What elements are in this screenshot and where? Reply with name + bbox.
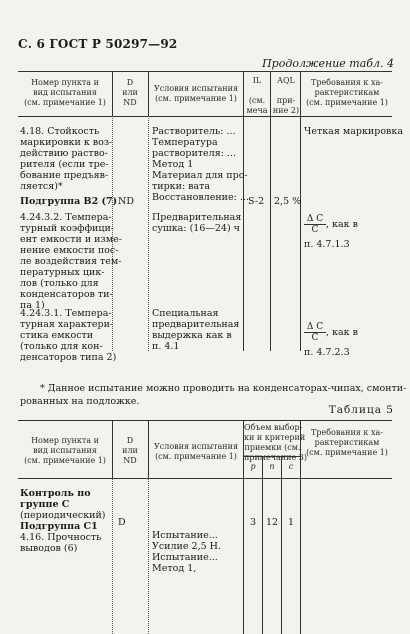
table5-header-sample: Объем выбор- ки и критерий приемки (см. примечание 3) <box>244 423 307 462</box>
table4-header-test: Номер пункта и вид испытания (см. примечание 1) <box>24 78 106 107</box>
table4-header-conditions: Условия испытания (см. примечание 1) <box>153 84 238 103</box>
delta-c-fraction: $\frac{\text{Δ C}}{C}$ <box>304 322 326 343</box>
table4-col-divider <box>112 71 113 116</box>
table4-header-il: IL (см. меча <box>246 76 268 115</box>
table4-row-4-18-conditions: Растворитель: ... Температура растворителя: ... Метод 1 Материал для про- тирки: вата Восстановление: ... <box>152 126 249 203</box>
table4-header-d-nd: D или ND <box>122 78 138 107</box>
delta-c-fraction: $\frac{\text{Δ C}}{C}$ <box>304 214 326 235</box>
table5-row-c: 1 <box>287 517 295 528</box>
table5-col-divider <box>262 456 263 634</box>
table5-row-n: 12 <box>265 517 279 528</box>
table4-col-divider <box>270 71 271 351</box>
table5-row-conditions: Испытание... Усилие 2,5 Н. Испытание... Метод 1, <box>152 530 221 574</box>
table4-row-4-24-3-1-requirement: $\frac{\text{Δ C}}{C}$ , как в п. 4.7.2.3 <box>304 322 358 358</box>
table5-header-test: Номер пункта и вид испытания (см. примечание 1) <box>24 436 106 465</box>
table4-row-4-24-3-2-conditions: Предварительная сушка: (16—24) ч <box>152 212 242 234</box>
table4-col-divider <box>243 71 244 351</box>
table5-header-p: p <box>250 462 256 471</box>
table5-header-d-nd: D или ND <box>122 436 138 465</box>
table4-row-4-18-requirement: Четкая маркировка <box>304 126 403 137</box>
table4-header-requirements: Требования к ха- рактеристикам (см. примечание 1) <box>306 78 388 107</box>
table5-dotted-divider <box>148 478 149 634</box>
footnote-line-1: * Данное испытание можно проводить на конденсаторах-чипах, смонти- <box>40 383 407 394</box>
table4-subgroup-b2: Подгруппа В2 (7) <box>20 196 118 207</box>
table4-top-rule <box>18 71 392 72</box>
table4-row-4-18-test: 4.18. Стойкость маркировки к воз- действию раство- рителя (если тре- бование предъяв- ляется)* <box>20 126 113 192</box>
table4-subgroup-b2-il: S-2 <box>248 196 265 207</box>
table5-col-divider <box>148 420 149 478</box>
table4-col-divider <box>300 71 301 351</box>
table5-row-d-nd: D <box>118 517 126 528</box>
table5-header-c: c <box>288 462 294 471</box>
table5-row-group-c: Контроль по группе С (периодический) Подгруппа С1 4.16. Прочность выводов (6) <box>20 488 106 554</box>
table5-col-divider <box>281 456 282 634</box>
table4-subgroup-b2-aql: 2,5 % <box>274 196 302 207</box>
table-continuation-label: Продолжение табл. 4 <box>262 57 394 70</box>
table4-dotted-divider <box>148 116 149 351</box>
table5-row-p: 3 <box>249 517 257 528</box>
table5-header-n: n <box>269 462 275 471</box>
table4-header-aql: AQL при- ние 2) <box>272 76 300 115</box>
page-header: С. 6 ГОСТ Р 50297—92 <box>18 37 178 51</box>
table4-row-4-24-3-1-conditions: Специальная предварительная выдержка как в п. 4.1 <box>152 308 240 352</box>
table4-row-4-24-3-2-requirement: $\frac{\text{Δ C}}{C}$ , как в п. 4.7.1.3 <box>304 214 358 250</box>
table5-top-rule <box>18 420 392 421</box>
footnote-line-2: рованных на подложке. <box>20 396 140 407</box>
table5-header-conditions: Условия испытания (см. примечание 1) <box>153 442 238 461</box>
table5-header-rule <box>18 478 392 479</box>
table4-row-4-24-3-2-test: 4.24.3.2. Темпера- турный коэффици- ент емкости и изме- нение емкости пос- ле воздействия тем- пературных цик- лов (только для конденсаторов ти- па 1) <box>20 212 122 311</box>
table4-subgroup-b2-d-nd: ND <box>118 196 134 207</box>
table5-header-requirements: Требования к ха- рактеристикам (см. примечание 1) <box>306 428 388 457</box>
table4-col-divider <box>148 71 149 116</box>
table5-col-divider <box>112 420 113 478</box>
table5-dotted-divider <box>112 478 113 634</box>
table5-title: Таблица 5 <box>328 404 394 416</box>
table4-header-rule <box>18 116 392 117</box>
table4-row-4-24-3-1-test: 4.24.3.1. Темпера- турная характери- стика емкости (только для кон- денсаторов типа 2) <box>20 308 117 363</box>
